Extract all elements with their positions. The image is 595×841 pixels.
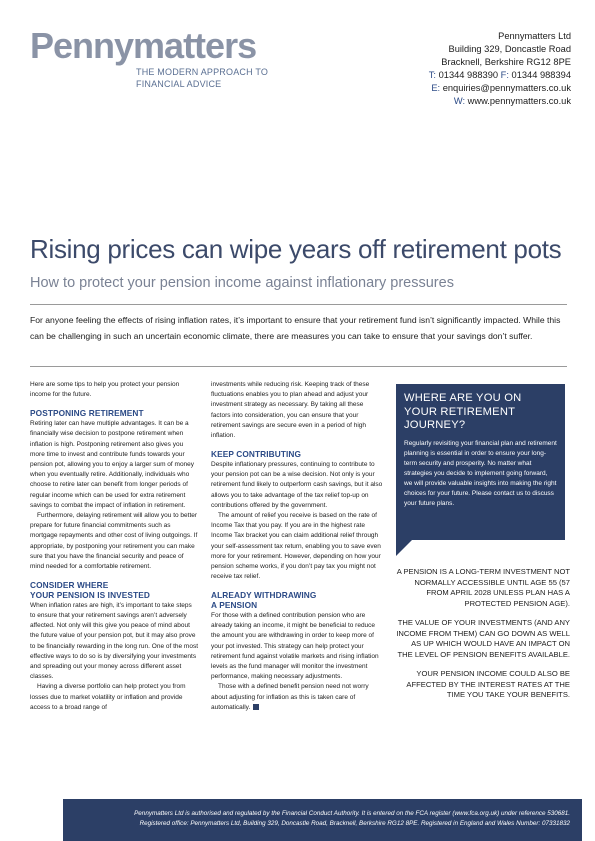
risk-warning: THE VALUE OF YOUR INVESTMENTS (AND ANY INCOME FROM THEM) CAN GO DOWN AS WELL AS UP WHICH WOULD HAVE AN IMPACT ON THE LEVEL OF PENSION BENEFITS AVAILABLE. <box>396 618 570 659</box>
article-column-1 <box>30 380 198 713</box>
paragraph: Having a diverse portfolio can help protect you from losses due to market volatility or inflation and provide access to a broad range of <box>30 683 186 711</box>
risk-warning: A PENSION IS A LONG-TERM INVESTMENT NOT NORMALLY ACCESSIBLE UNTIL AGE 55 (57 FROM APRIL 2028 UNLESS PLAN HAS A PROTECTED PENSION AGE). <box>396 567 570 608</box>
company-name: Pennymatters Ltd <box>498 31 571 41</box>
sidebar-heading: WHERE ARE YOU ON YOUR RETIREMENT JOURNEY? <box>404 392 522 431</box>
heading-line: CONSIDER WHERE <box>30 580 109 591</box>
paragraph: The amount of relief you receive is based on the rate of Income Tax that you pay. If you are in the highest rate Income Tax bracket you can claim additional relief through your self-assessment tax return, enabling you to save even more for your retirement. However, depending on how your pension scheme works, if you don’t pay tax you might not receive tax relief. <box>211 512 381 581</box>
paragraph: Furthermore, delaying retirement will allow you to better prepare for future financial commitments such as mortgage repayments and other cost of living outgoings. If appropriate, by postponing your retirement you can make sure that you have the financial security and peace of mind needed for a comfortable retirement. <box>30 512 198 571</box>
lead-paragraph: Here are some tips to help you protect your pension income for the future. <box>30 381 180 399</box>
divider-top <box>30 304 567 305</box>
paragraph: Retiring later can have multiple advantages. It can be a financially wise decision to postpone retirement when inflation is high. Postponing retirement also gives you more time to invest and contribute funds towards your pension pot, allowing you to enjoy a larger sum of money when you eventually retire. Additionally, individuals who choose to retire later can benefit from longer periods of regular income which can be used for extra retirement savings to combat the impact of inflation in retirement. <box>30 420 195 509</box>
tel-number: 01344 988390 <box>438 70 499 80</box>
risk-warning: YOUR PENSION INCOME COULD ALSO BE AFFECTED BY THE INTEREST RATES AT THE TIME YOU TAKE YOUR BENEFITS. <box>406 669 570 699</box>
end-mark-icon <box>253 704 259 710</box>
tagline-line-1: THE MODERN APPROACH TO <box>136 67 269 77</box>
article-subtitle: How to protect your pension income against inflationary pressures <box>30 275 454 291</box>
heading-consider-where-invested <box>30 581 198 601</box>
web-label: W: <box>453 96 466 106</box>
heading-line: YOUR PENSION IS INVESTED <box>30 590 150 601</box>
address-line-1: Building 329, Doncastle Road <box>448 44 571 54</box>
article-intro: For anyone feeling the effects of rising inflation rates, it’s important to ensure that your retirement fund isn’t significantly impacted. While this can be challenging in such an uncertain economic climate, there are measures you can take to ensure that your savings don’t suffer. <box>30 315 561 341</box>
paragraph <box>211 682 383 713</box>
fax-number: 01344 988394 <box>511 70 571 80</box>
email-address[interactable]: enquiries@pennymatters.co.uk <box>442 83 571 93</box>
article-title: Rising prices can wipe years off retirement pots <box>30 234 562 264</box>
tagline-line-2: FINANCIAL ADVICE <box>136 79 222 89</box>
fax-label: F: <box>500 70 509 80</box>
heading-line: A PENSION <box>211 600 258 611</box>
callout-pointer-icon <box>396 540 412 556</box>
company-logo: Pennymatters <box>30 25 257 66</box>
sidebar-callout <box>396 384 565 540</box>
email-line <box>429 82 571 95</box>
paragraph: When inflation rates are high, it’s important to take steps to ensure that your retirement savings aren’t adversely affected. Not only will this give you peace of mind about the future value of your pension pot, but it may also prove to be financially rewarding in the long run. One of the most effective ways to do so is by diversifying your investments and spreading out your money across different asset classes. <box>30 601 199 681</box>
website-link[interactable]: www.pennymatters.co.uk <box>467 96 571 106</box>
article-column-2 <box>211 380 383 713</box>
paragraph-text: Those with a defined benefit pension need not worry about adjusting for inflation as this is taken care of automatically. <box>211 683 369 711</box>
address-line-2: Bracknell, Berkshire RG12 8PE <box>441 57 571 67</box>
heading-postponing-retirement: POSTPONING RETIREMENT <box>30 408 144 419</box>
paragraph: For those with a defined contribution pension who are already taking an income, it might be beneficial to reduce the amount you are withdrawing in order to keep more of your pot invested. This strategy can help protect your retirement fund against volatile markets and rising inflation levels as the fund manager will monitor the investment performance, making necessary adjustments. <box>211 612 379 681</box>
paragraph: investments while reducing risk. Keeping track of these fluctuations enables you to plan ahead and adjust your investment strategy as necessary. By taking all these factors into consideration, you can ensure that your retirement savings are secure even in a period of high inflation. <box>211 381 370 440</box>
contact-block <box>429 30 571 108</box>
phone-fax-line <box>429 69 571 82</box>
email-label: E: <box>431 83 441 93</box>
logo-tagline <box>136 66 268 90</box>
divider-bottom <box>30 366 567 367</box>
heading-keep-contributing: KEEP CONTRIBUTING <box>211 449 302 460</box>
tel-label: T: <box>428 70 437 80</box>
heading-line: ALREADY WITHDRAWING <box>211 590 317 601</box>
footer-line-2: Registered office: Pennymatters Ltd, Building 329, Doncastle Road, Bracknell, Berkshire RG12 8PE. Registered in England and Wales Number: 07331832 <box>139 820 570 827</box>
sidebar-body: Regularly revisiting your financial plan and retirement planning is essential in order to ensure your long-term security and prosperity. No matter what strategies you decide to implement going forward, we will provide valuable insights into making the right choices for your future. Please contact us to discuss your future plans. <box>404 439 557 507</box>
regulatory-footer <box>63 799 582 841</box>
risk-warnings <box>396 567 570 710</box>
paragraph: Despite inflationary pressures, continuing to contribute to your pension pot can be a wise decision. Not only is your retirement fund likely to outperform cash savings, but it also allows you to take advantage of the tax relief top-up on contributions offered by the government. <box>211 461 383 509</box>
heading-already-withdrawing <box>211 591 383 611</box>
footer-line-1: Pennymatters Ltd is authorised and regulated by the Financial Conduct Authority. It is entered on the FCA register (www.fca.org.uk) under reference 530681. <box>134 810 570 817</box>
web-line <box>429 95 571 108</box>
